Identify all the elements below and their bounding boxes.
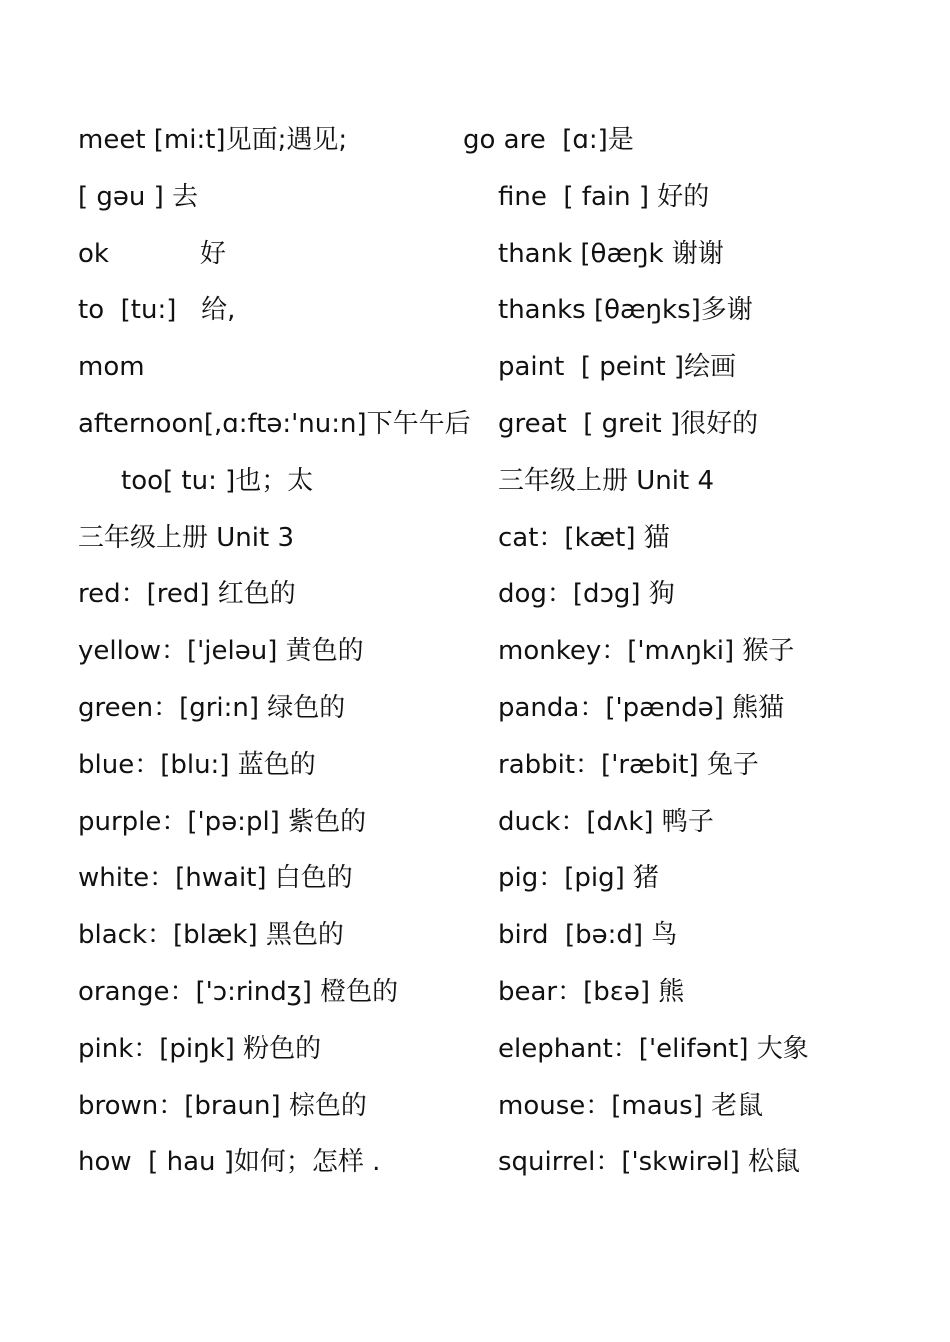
vocab-line: yellow：['jeləu] 黄色的 <box>78 636 364 667</box>
vocab-line: green：[gri:n] 绿色的 <box>78 692 346 723</box>
vocab-line: pig：[pig] 猪 <box>498 863 660 894</box>
vocab-line: panda：['pændə] 熊猫 <box>498 692 785 723</box>
vocab-line: pink：[piŋk] 粉色的 <box>78 1033 322 1064</box>
vocab-line: cat：[kæt] 猫 <box>498 522 670 553</box>
vocab-line: fine [ fain ] 好的 <box>498 181 710 212</box>
vocab-line: paint [ peint ]绘画 <box>498 352 737 383</box>
vocab-line: red：[red] 红色的 <box>78 579 296 610</box>
vocab-line: purple：['pə:pl] 紫色的 <box>78 806 367 837</box>
vocab-line: rabbit：['ræbit] 兔子 <box>498 749 759 780</box>
vocab-line: to [tu:] 给, <box>78 295 236 326</box>
vocab-line: ok 好 <box>78 238 226 269</box>
vocab-line: monkey：['mʌŋki] 猴子 <box>498 636 795 667</box>
vocab-line: thank [θæŋk 谢谢 <box>498 238 724 269</box>
vocab-line: duck：[dʌk] 鸭子 <box>498 806 714 837</box>
vocab-line: mouse：[maus] 老鼠 <box>498 1090 764 1121</box>
vocab-line: brown：[braun] 棕色的 <box>78 1090 367 1121</box>
vocab-line: thanks [θæŋks]多谢 <box>498 295 753 326</box>
vocab-line: how [ hau ]如何；怎样 . <box>78 1147 381 1178</box>
unit-heading: 三年级上册 Unit 3 <box>78 522 294 553</box>
vocab-line: afternoon[,ɑ:ftə:'nu:n]下午午后 <box>78 408 471 439</box>
vocab-line: go are [ɑ:]是 <box>463 125 634 155</box>
vocab-line: blue：[blu:] 蓝色的 <box>78 749 316 780</box>
vocab-line: white：[hwait] 白色的 <box>78 863 353 894</box>
vocab-line: meet [mi:t]见面;遇见; <box>78 125 348 155</box>
vocab-line: great [ greit ]很好的 <box>498 408 759 439</box>
vocab-line: black：[blæk] 黑色的 <box>78 920 344 951</box>
vocab-line: dog：[dɔg] 狗 <box>498 579 675 610</box>
left-word-column <box>78 117 498 1196</box>
vocab-line: mom <box>78 352 145 383</box>
vocab-line: bear：[bɛə] 熊 <box>498 976 685 1007</box>
right-word-column <box>463 117 918 1196</box>
vocab-line: bird [bə:d] 鸟 <box>498 920 678 951</box>
unit-heading: 三年级上册 Unit 4 <box>498 465 714 496</box>
vocab-line: too[ tu: ]也；太 <box>121 465 314 496</box>
vocab-line: [ gəu ] 去 <box>78 181 199 212</box>
vocab-line: orange：['ɔ:rindʒ] 橙色的 <box>78 976 399 1007</box>
vocab-line: elephant：['elifənt] 大象 <box>498 1033 809 1064</box>
vocab-line: squirrel：['skwirəl] 松鼠 <box>498 1147 801 1178</box>
